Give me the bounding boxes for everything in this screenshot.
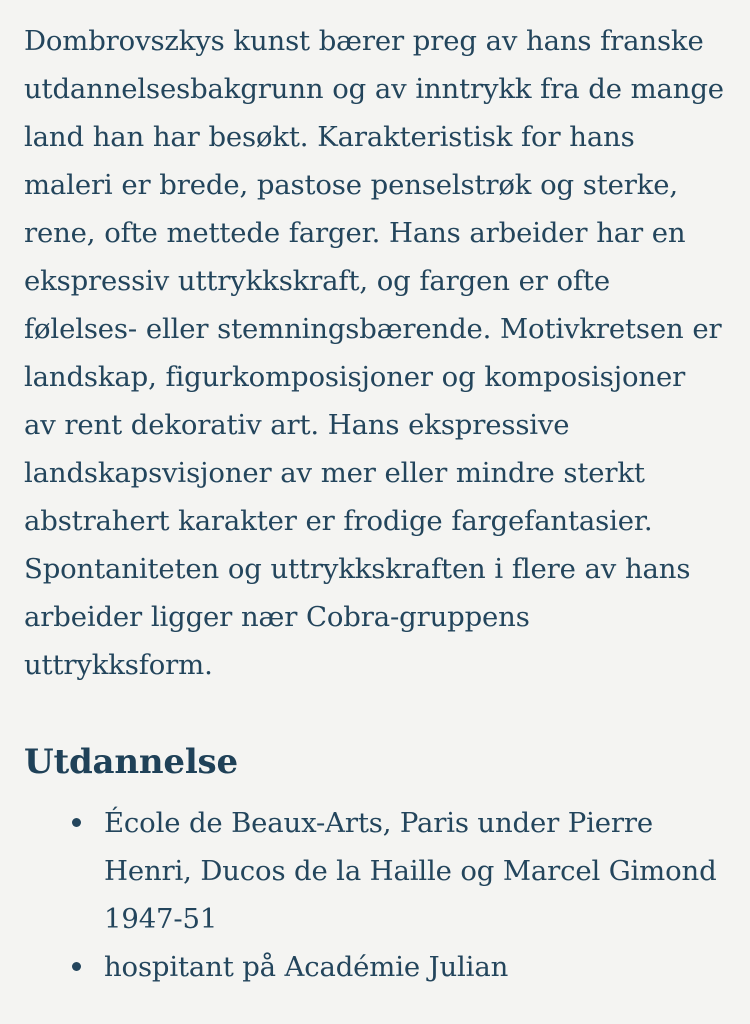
biography-paragraph: Dombrovszkys kunst bærer preg av hans franske utdannelsesbakgrunn og av inntrykk fra de mange land han har besøkt. Karakteristisk for hans maleri er brede, pastose penselstrøk og sterke, rene, ofte mettede farger. Hans arbeider har en ekspressiv uttrykkskraft, og fargen er ofte følelses- eller stemningsbærende. Motivkretsen er landskap, figurkomposisjoner og komposisjoner av rent dekorativ art. Hans ekspressive landskapsvisjoner av mer eller mindre sterkt abstrahert karakter er frodige fargefantasier. Spontaniteten og uttrykkskraften i flere av hans arbeider ligger nær Cobra-gruppens uttrykksform.	[24, 25, 724, 681]
list-item	[24, 943, 724, 991]
education-list	[24, 783, 724, 991]
list-item-label: École de Beaux-Arts, Paris under Pierre Henri, Ducos de la Haille og Marcel Gimond 1947-51	[104, 807, 717, 935]
list-item	[24, 799, 724, 943]
section-heading-utdannelse: Utdannelse	[24, 742, 238, 782]
bullet-icon	[72, 818, 81, 827]
bullet-icon	[72, 962, 81, 971]
list-item-label: hospitant på Académie Julian	[104, 951, 509, 983]
